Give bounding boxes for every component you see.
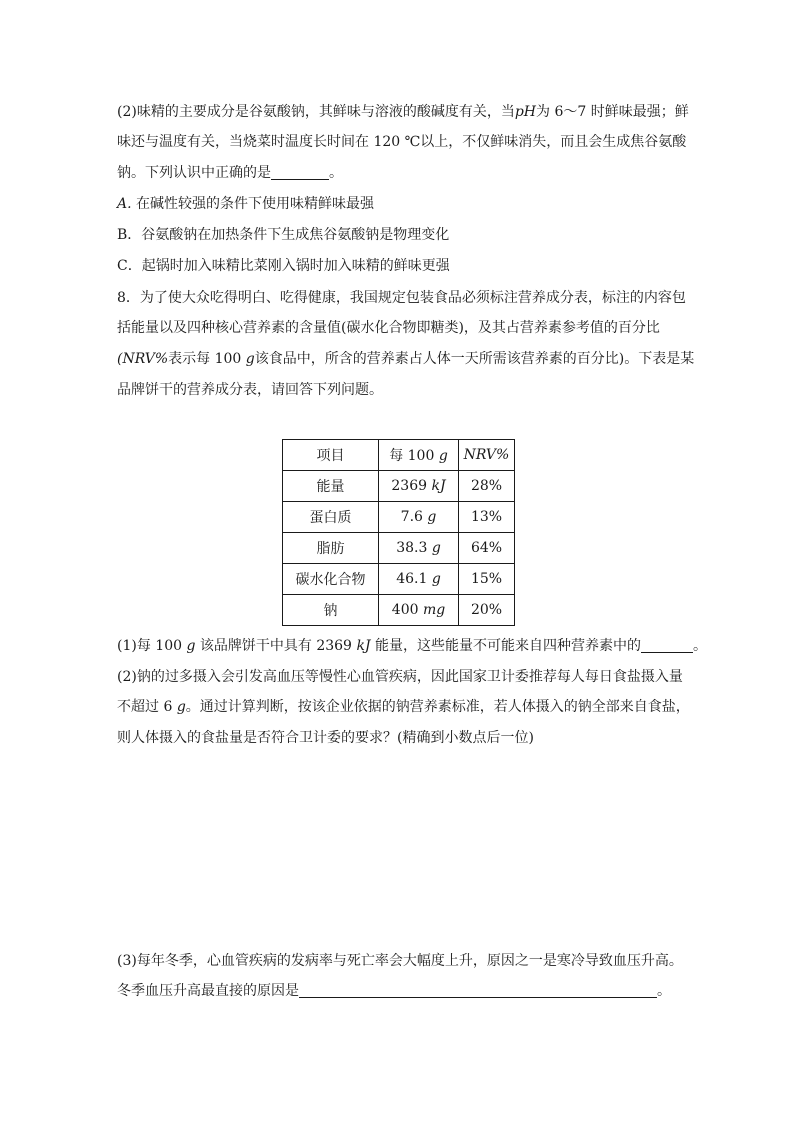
table-cell-amount: 46.1 g	[379, 564, 459, 595]
table-cell-item: 蛋白质	[283, 502, 379, 533]
table-row	[283, 471, 515, 502]
answer-blank[interactable]	[299, 983, 657, 998]
option-a: A. 在碱性较强的条件下使用味精鲜味最强	[117, 196, 375, 212]
table-header-cell: NRV%	[459, 440, 515, 471]
q8-text-line: 8．为了使大众吃得明白、吃得健康，我国规定包装食品必须标注营养成分表，标注的内容包	[117, 290, 686, 306]
table-cell-amount: 38.3 g	[379, 533, 459, 564]
q8-text-line: (1)每 100 g 该品牌饼干中具有 2369 kJ 能量，这些能量不可能来自四种营养素中的 。	[117, 638, 707, 654]
table-cell-amount: 7.6 g	[379, 502, 459, 533]
answer-blank[interactable]	[271, 165, 329, 180]
table-cell-nrv: 64%	[459, 533, 515, 564]
q7-text-line: 钠。下列认识中正确的是 。	[117, 165, 343, 181]
table-row	[283, 595, 515, 626]
table-row	[283, 533, 515, 564]
q8-text-line: 括能量以及四种核心营养素的含量值(碳水化合物即糖类)，及其占营养素参考值的百分比	[117, 320, 660, 336]
table-header-cell: 项目	[283, 440, 379, 471]
q8-text-line: (NRV%表示每 100 g该食品中，所含的营养素占人体一天所需该营养素的百分比)。下表是某	[117, 351, 695, 367]
q8-text-line: 品牌饼干的营养成分表，请回答下列问题。	[117, 382, 383, 398]
table-cell-item: 钠	[283, 595, 379, 626]
table-row	[283, 564, 515, 595]
table-cell-nrv: 15%	[459, 564, 515, 595]
table-cell-nrv: 13%	[459, 502, 515, 533]
table-cell-amount: 2369 kJ	[379, 471, 459, 502]
option-c: C．起锅时加入味精比菜刚入锅时加入味精的鲜味更强	[117, 258, 450, 274]
q7-text-line: 味还与温度有关，当烧菜时温度长时间在 120 ℃以上，不仅鲜味消失，而且会生成焦谷氨酸	[117, 134, 687, 150]
table-cell-item: 脂肪	[283, 533, 379, 564]
answer-blank[interactable]	[641, 638, 693, 653]
nutrition-table	[282, 439, 515, 626]
q8-text-line: 不超过 6 g。通过计算判断，按该企业依据的钠营养素标准，若人体摄入的钠全部来自食盐，	[117, 699, 690, 715]
q8-text-line: 则人体摄入的食盐量是否符合卫计委的要求？(精确到小数点后一位)	[117, 730, 534, 746]
table-cell-nrv: 20%	[459, 595, 515, 626]
table-cell-amount: 400 mg	[379, 595, 459, 626]
table-header-row	[283, 440, 515, 471]
option-b: B．谷氨酸钠在加热条件下生成焦谷氨酸钠是物理变化	[117, 227, 450, 243]
q8-text-line: (2)钠的过多摄入会引发高血压等慢性心血管疾病，因此国家卫计委推荐每人每日食盐摄入量	[117, 669, 683, 685]
table-cell-item: 碳水化合物	[283, 564, 379, 595]
q7-text-line: (2)味精的主要成分是谷氨酸钠，其鲜味与溶液的酸碱度有关，当pH为 6～7 时鲜味最强；鲜	[117, 104, 689, 120]
table-row	[283, 502, 515, 533]
table-header-cell: 每 100 g	[379, 440, 459, 471]
table-cell-nrv: 28%	[459, 471, 515, 502]
q8-text-line: 冬季血压升高最直接的原因是 。	[117, 983, 671, 999]
table-cell-item: 能量	[283, 471, 379, 502]
q8-text-line: (3)每年冬季，心血管疾病的发病率与死亡率会大幅度上升，原因之一是寒冷导致血压升高。	[117, 953, 683, 969]
